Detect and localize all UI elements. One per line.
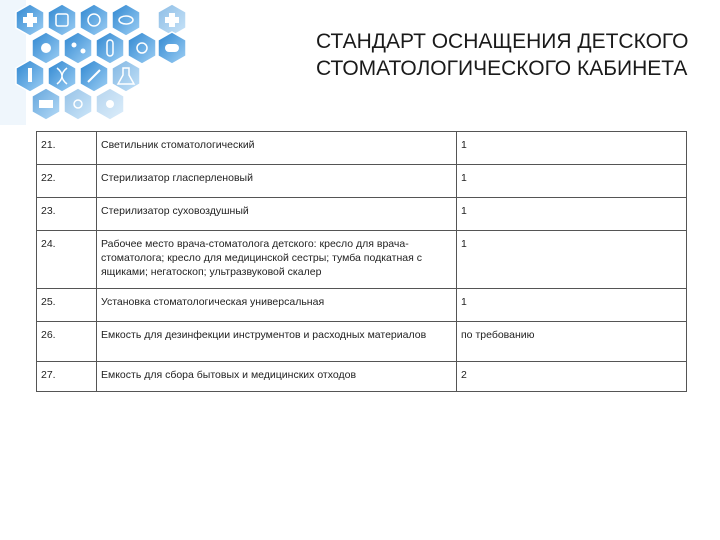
stethoscope-icon [64, 88, 92, 120]
pills-icon [48, 4, 76, 36]
ambulance-icon [32, 88, 60, 120]
row-number: 23. [37, 198, 97, 231]
table-row [37, 165, 687, 198]
equipment-quantity: 1 [457, 231, 687, 289]
table-row [37, 132, 687, 165]
heart-icon [80, 4, 108, 36]
equipment-name: Установка стоматологическая универсальная [97, 289, 457, 322]
equipment-name: Емкость для сбора бытовых и медицинских отходов [97, 362, 457, 392]
row-number: 21. [37, 132, 97, 165]
equipment-name: Рабочее место врача-стоматолога детского: кресло для врача-стоматолога; кресло для медицинской сестры; тумба подкатная с ящиками; негатоскоп; ультразвуковой скалер [97, 231, 457, 289]
table-row [37, 289, 687, 322]
equipment-quantity: 1 [457, 198, 687, 231]
equipment-name: Емкость для дезинфекции инструментов и расходных материалов [97, 322, 457, 362]
molecule-icon [64, 32, 92, 64]
syringe-icon [80, 60, 108, 92]
page-title [316, 28, 716, 82]
row-number: 24. [37, 231, 97, 289]
row-number: 25. [37, 289, 97, 322]
medical-hexagon-decoration [0, 0, 210, 125]
equipment-name: Стерилизатор суховоздушный [97, 198, 457, 231]
pills-icon [96, 88, 124, 120]
table-row [37, 322, 687, 362]
table-row [37, 362, 687, 392]
eye-icon [112, 4, 140, 36]
equipment-quantity: 1 [457, 132, 687, 165]
virus-icon [128, 32, 156, 64]
equipment-name: Светильник стоматологический [97, 132, 457, 165]
title-line-1: СТАНДАРТ ОСНАЩЕНИЯ ДЕТСКОГО [316, 30, 689, 53]
table-row [37, 198, 687, 231]
table-row [37, 231, 687, 289]
flask-icon [112, 60, 140, 92]
first-aid-icon [16, 4, 44, 36]
dna-icon [48, 60, 76, 92]
equipment-quantity: по требованию [457, 322, 687, 362]
microscope-icon [16, 60, 44, 92]
eye-icon [32, 32, 60, 64]
row-number: 22. [37, 165, 97, 198]
title-line-2: СТОМАТОЛОГИЧЕСКОГО КАБИНЕТА [316, 57, 688, 80]
test-tube-icon [96, 32, 124, 64]
capsule-icon [158, 32, 186, 64]
equipment-quantity: 1 [457, 289, 687, 322]
equipment-quantity: 1 [457, 165, 687, 198]
equipment-quantity: 2 [457, 362, 687, 392]
row-number: 27. [37, 362, 97, 392]
row-number: 26. [37, 322, 97, 362]
equipment-table [36, 131, 687, 392]
equipment-name: Стерилизатор гласперленовый [97, 165, 457, 198]
